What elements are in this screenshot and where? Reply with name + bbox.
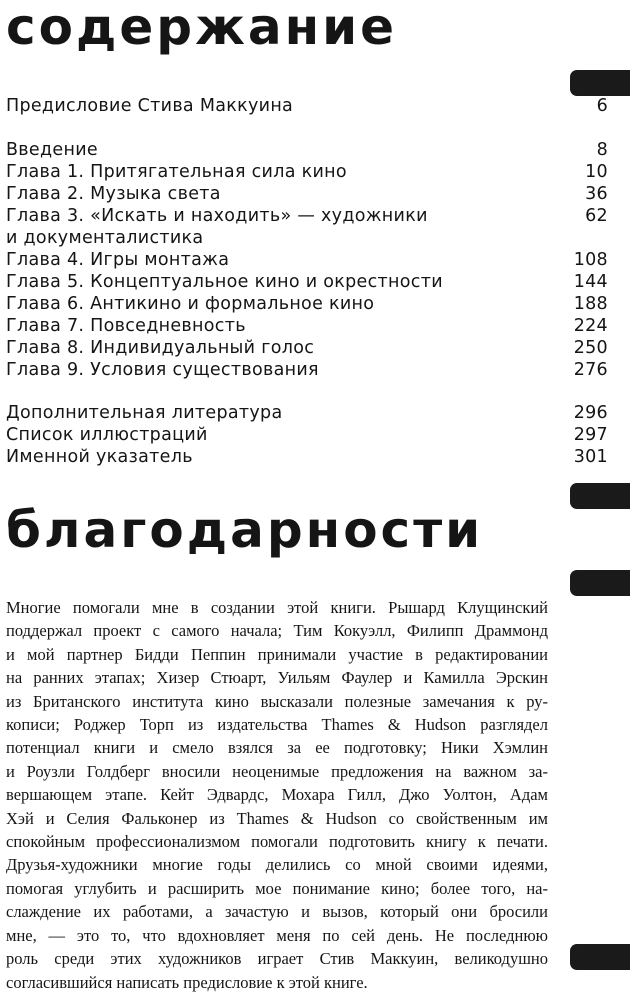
- toc-entry-page: 62: [585, 206, 608, 226]
- toc-entry-title: Глава 5. Концептуальное кино и окрестности: [6, 272, 443, 292]
- text-line: кописи; Роджер Торп из издательства Thames & Hudson разглядел: [6, 715, 548, 735]
- text-line: и мой партнер Бидди Пеппин принимали участие в редактировании: [6, 644, 548, 664]
- toc-entry-page: 188: [573, 294, 608, 314]
- text-line: Хэй и Селия Фальконер из Thames & Hudson со свойственным им: [6, 808, 548, 828]
- toc-entry[interactable]: [6, 359, 608, 381]
- toc-entry-page: 276: [573, 360, 608, 380]
- text-line: роль среди этих художников играет Стив Маккуин, великодушно: [6, 949, 548, 969]
- toc-entry-page: 250: [573, 338, 608, 358]
- toc-entry-title: Глава 7. Повседневность: [6, 316, 246, 336]
- toc-entry-title: Именной указатель: [6, 447, 193, 467]
- toc-entry-title: Глава 8. Индивидуальный голос: [6, 338, 315, 358]
- toc-entry-title: Глава 9. Условия существования: [6, 360, 319, 380]
- toc-entry-page: 301: [573, 447, 608, 467]
- toc-entry[interactable]: [6, 402, 608, 424]
- toc-entry-page: 297: [573, 425, 608, 445]
- acknowledgements-text: [6, 596, 548, 994]
- toc-entry-page: 224: [573, 316, 608, 336]
- toc-entry[interactable]: [6, 95, 608, 117]
- toc-entry-title: Предисловие Стива Маккуина: [6, 96, 294, 116]
- toc-entry-page: 296: [573, 403, 608, 423]
- toc-entry-title: Глава 2. Музыка света: [6, 184, 221, 204]
- toc-entry-title: Глава 3. «Искать и находить» — художники: [6, 206, 428, 226]
- text-line: вершающем этапе. Кейт Эдвардс, Мохара Гилл, Джо Уолтон, Адам: [6, 785, 548, 805]
- toc-entry-page: 36: [585, 184, 608, 204]
- toc-entry-title: Глава 1. Притягательная сила кино: [6, 162, 347, 182]
- text-line: поддержал проект с самого начала; Тим Кокуэлл, Филипп Драммонд: [6, 621, 548, 641]
- toc-entry-title: Дополнительная литература: [6, 403, 283, 423]
- toc-entry-title: Глава 4. Игры монтажа: [6, 250, 230, 270]
- text-line: мне, — это то, что вдохновляет меня по сей день. Не последнюю: [6, 925, 548, 945]
- toc-entry[interactable]: [6, 293, 608, 315]
- toc-entry-title-continued: и документалистика: [6, 228, 204, 248]
- text-line: потенциал книги и смело взялся за ее подготовку; Ники Хэмлин: [6, 738, 548, 758]
- page-tab-marker: [570, 944, 630, 970]
- toc-entry[interactable]: [6, 161, 608, 183]
- toc-entry-title: Список иллюстраций: [6, 425, 208, 445]
- toc-entry[interactable]: [6, 337, 608, 359]
- text-line: согласившийся написать предисловие к этой книге.: [6, 972, 368, 992]
- text-line: и Роузли Голдберг вносили неоценимые предложения на важном за-: [6, 761, 548, 781]
- toc-entry-title: Глава 6. Антикино и формальное кино: [6, 294, 375, 314]
- toc-entry-page: 108: [573, 250, 608, 270]
- page-tab-marker: [570, 70, 630, 96]
- page-tab-marker: [570, 483, 630, 509]
- toc-entry[interactable]: [6, 205, 608, 249]
- toc-entry[interactable]: [6, 249, 608, 271]
- toc-entry[interactable]: [6, 446, 608, 468]
- toc-entry-page: 10: [585, 162, 608, 182]
- text-line: из Британского института кино высказали полезные замечания к ру-: [6, 691, 548, 711]
- toc-entry[interactable]: [6, 315, 608, 337]
- text-line: слаждение их работами, а зачастую и вызов, который они бросили: [6, 902, 548, 922]
- text-line: Многие помогали мне в создании этой книги. Рышард Клущинский: [6, 598, 548, 617]
- toc-entry[interactable]: [6, 139, 608, 161]
- toc-entry-page: 6: [596, 96, 608, 116]
- text-line: помогая углубить и расширить мое понимание кино; более того, на-: [6, 878, 548, 898]
- toc-entry[interactable]: [6, 271, 608, 293]
- toc-entry-page: 144: [573, 272, 608, 292]
- toc-entry-page: 8: [596, 140, 608, 160]
- acknowledgements-heading: благодарности: [6, 501, 484, 559]
- text-line: спокойным профессионализмом помогали подготовить книгу к печати.: [6, 832, 548, 852]
- text-line: на ранних этапах; Хизер Стюарт, Уильям Фаулер и Камилла Эрскин: [6, 668, 548, 688]
- toc-entry[interactable]: [6, 183, 608, 205]
- contents-heading: содержание: [6, 0, 398, 56]
- toc-entry[interactable]: [6, 424, 608, 446]
- page-tab-marker: [570, 570, 630, 596]
- text-line: Друзья-художники многие годы делились со мной своими идеями,: [6, 855, 548, 875]
- toc-entry-title: Введение: [6, 140, 98, 160]
